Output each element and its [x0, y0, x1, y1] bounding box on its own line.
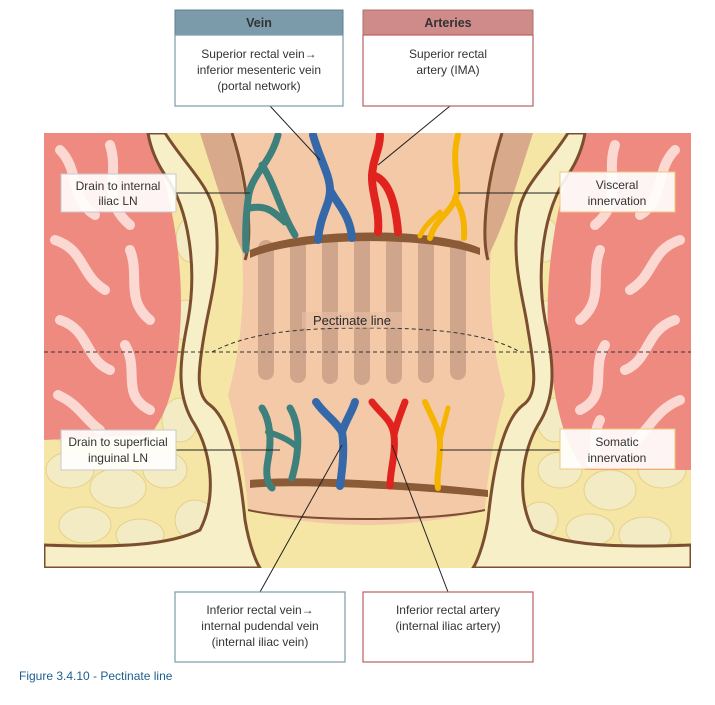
- pectinate-line-label: Pectinate line: [312, 313, 392, 328]
- visceral-innervation-text-2: innervation: [587, 194, 647, 208]
- superficial-inguinal-ln-text-2: inguinal LN: [87, 451, 149, 465]
- inferior-vein-text-3: (internal iliac vein): [211, 635, 309, 649]
- superior-artery-text-2: artery (IMA): [416, 63, 480, 77]
- superior-vein-text-1: Superior rectal vein→: [201, 47, 317, 61]
- internal-iliac-ln-text-2: iliac LN: [98, 194, 138, 208]
- superior-vein-text-2: inferior mesenteric vein: [196, 63, 322, 77]
- somatic-innervation-text-1: Somatic: [595, 435, 639, 449]
- superior-artery-text-1: Superior rectal: [408, 47, 488, 61]
- vein-header-label: Vein: [246, 16, 272, 30]
- inferior-artery-text-1: Inferior rectal artery: [395, 603, 501, 617]
- figure-caption: Figure 3.4.10 - Pectinate line: [19, 669, 173, 683]
- inferior-vein-text-2: internal pudendal vein: [201, 619, 319, 633]
- superficial-inguinal-ln-text-1: Drain to superficial: [68, 435, 168, 449]
- visceral-innervation-text-1: Visceral: [595, 178, 639, 192]
- inferior-vein-text-1: Inferior rectal vein→: [206, 603, 314, 617]
- internal-iliac-ln-text-1: Drain to internal: [75, 179, 161, 193]
- arteries-header-label: Arteries: [424, 16, 472, 30]
- inferior-artery-text-2: (internal iliac artery): [395, 619, 501, 633]
- somatic-innervation-text-2: innervation: [587, 451, 647, 465]
- superior-vein-text-3: (portal network): [217, 79, 301, 93]
